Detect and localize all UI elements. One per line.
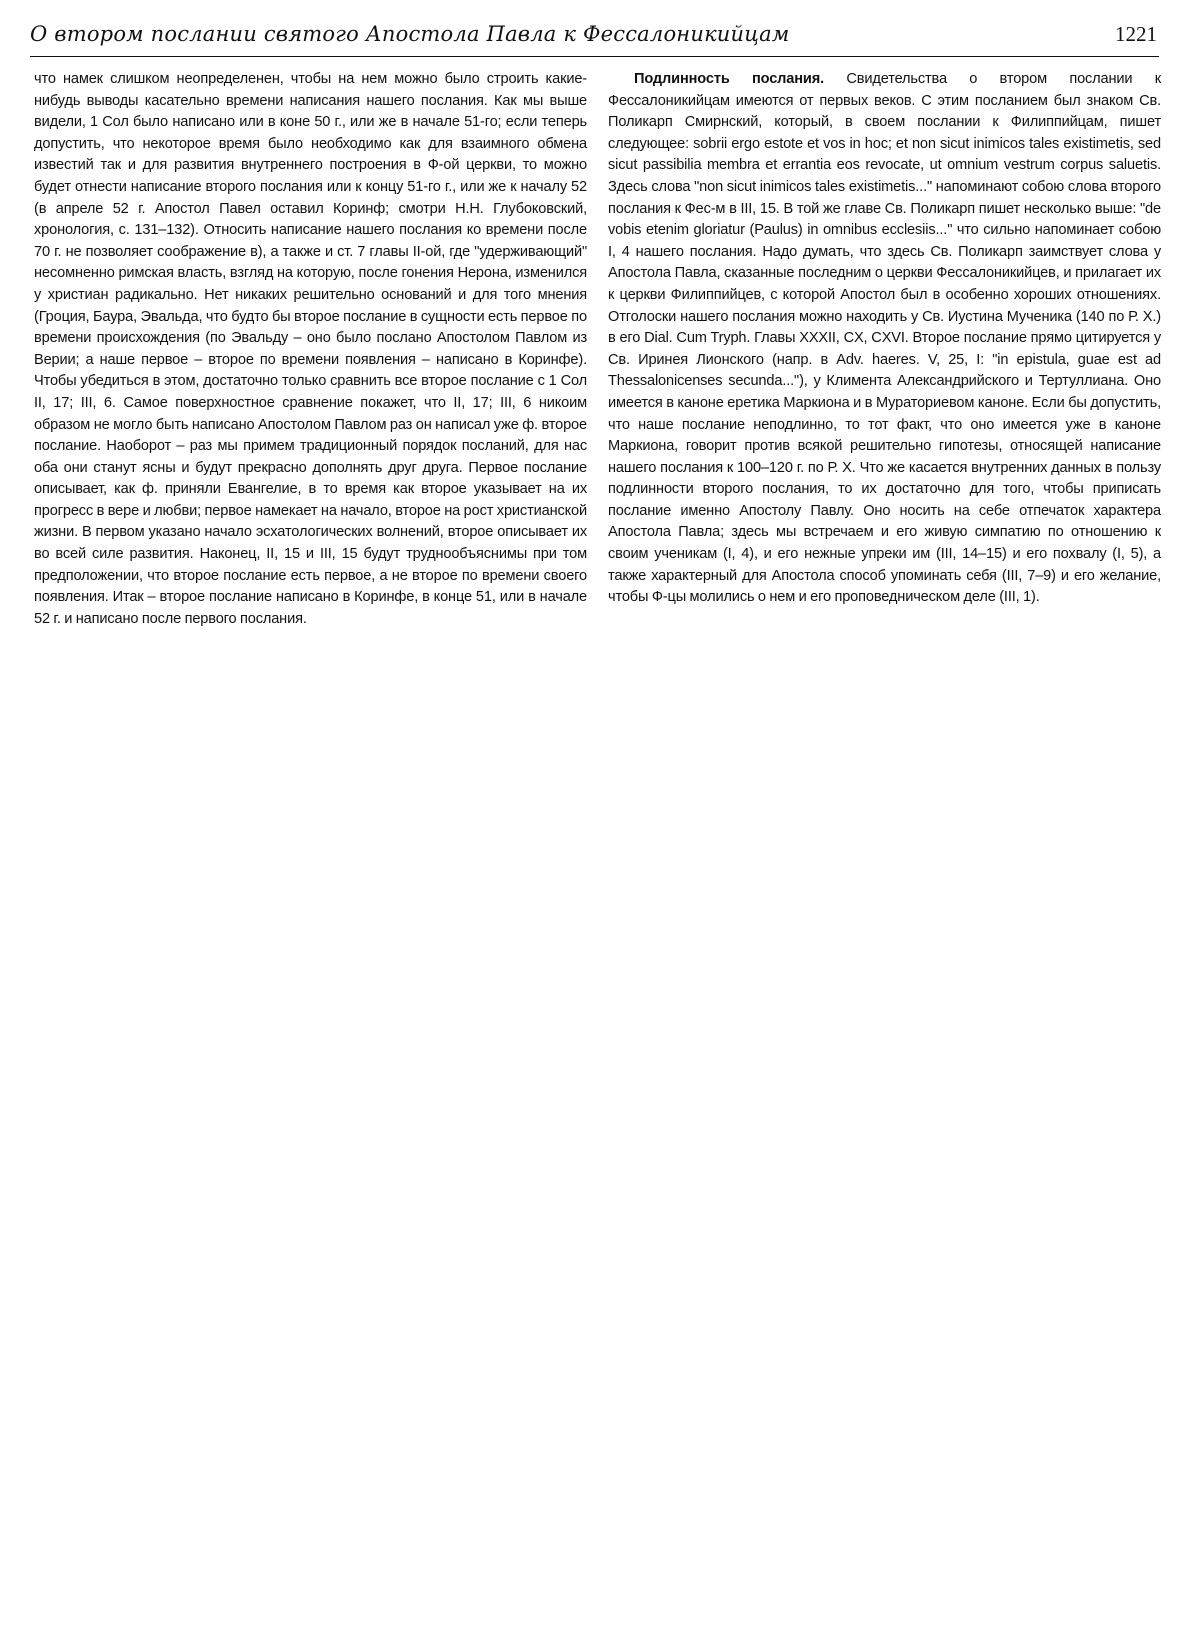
right-text-column — [608, 69, 1161, 609]
running-title: О втором послании святого Апостола Павла к Фессалоникийцам — [30, 22, 790, 46]
page-number: 1221 — [1115, 22, 1157, 46]
left-text-column — [34, 69, 587, 630]
authenticity-text: Свидетельства о втором послании к Фессалоникийцам имеются от первых веков. С этим посланием был знаком Св. Поликарп Смирнский, который, в своем послании к Филиппийцам, пишет следующее: sobrii ergo estote et vos in hoc; et non sicut inimicos tales existimetis, sed sicut passibilia membra et errantia eos revocate, ut omnium vestrum corpus saluetis. Здесь слова "non sicut inimicos tales existimetis..." напоминают собою слова второго послания к Фес-м в III, 15. В той же главе Св. Поликарп пишет несколько выше: "de vobis etenim gloriatur (Paulus) in omnibus ecclesiis..." что сильно напоминает собою I, 4 нашего послания. Надо думать, что здесь Св. Поликарп заимствует слова у Апостола Павла, сказанные последним о церкви Фессалоникийцев, и прилагает их к церкви Филиппийцев, с которой Апостол был в особенно хороших отношениях. Отголоски нашего послания можно находить у Св. Иустина Мученика (140 по Р. Х.) в его Dial. Cum Tryph. Главы XXXII, CX, CXVI. Второе послание прямо цитируется у Св. Иринея Лионского (напр. в Adv. haeres. V, 25, I: "in epistula, guae est ad Thessalonicenses secunda..."), у Климента Александрийского и Тертуллиана. Оно имеется в каноне еретика Маркиона и в Мураториевом каноне. Если бы допустить, что наше послание неподлинно, то тот факт, что оно имеется уже в каноне Маркиона, говорит против всякой решительно гипотезы, относящей написание нашего послания к 100–120 г. по Р. Х. Что же касается внутренних данных в пользу подлинности второго послания, то их достаточно для того, чтобы приписать послание именно Апостолу Павлу. Оно носить на себе отпечаток характера Апостола Павла; здесь мы встречаем и его живую симпатию по отношению к своим ученикам (I, 4), и его нежные упреки им (III, 14–15) и его похвалу (I, 5), а также характерный для Апостола способ упоминать себя (III, 7–9) и его желание, чтобы Ф-цы молились о нем и его проповедническом деле (III, 1). — [608, 71, 1161, 606]
left-column-paragraph: что намек слишком неопределенен, чтобы на нем можно было строить какие-нибудь выводы касательно времени написания нашего послания. Как мы выше видели, 1 Сол было написано или в коне 50 г., или же в начале 51-го; если теперь допустить, что некоторое время было необходимо как для взаимного обмена известий так и для развития внутреннего построения в Ф-ой церкви, то можно будет отнести написание второго послания или к концу 51-го г., или же к началу 52 (в апреле 52 г. Апостол Павел оставил Коринф; смотри Н.Н. Глубоковский, хронология, с. 131–132). Относить написание нашего послания ко времени после 70 г. не позволяет соображение в), а также и ст. 7 главы II-ой, где "удерживающий" несомненно римская власть, взгляд на которую, после гонения Нерона, изменился у христиан радикально. Нет никаких решительно оснований и для того мнения (Гроция, Баура, Эвальда, что будто бы второе послание в сущности есть первое по времени происхождения (по Эвальду – оно было послано Апостолом Павлом из Верии; а наше первое – второе по времени появления – написано в Коринфе). Чтобы убедиться в этом, достаточно только сравнить все второе послание с 1 Сол II, 17; III, 6. Самое поверхностное сравнение покажет, что II, 17; III, 6 никоим образом не могло быть написано Апостолом Павлом раз он написал уже ф. второе послание. Наоборот – раз мы примем традиционный порядок посланий, для нас оба они станут ясны и будут прекрасно дополнять друг друга. Первое послание описывает, как ф. приняли Евангелие, в то время как второе указывает на их прогресс в вере и любви; первое намекает на начало, второе на рост христианской жизни. В первом указано начало эсхатологических волнений, второе описывает их во всей силе развития. Наконец, II, 15 и III, 15 будут труднообъяснимы при том предположении, что второе послание есть первое, а не второе по времени своего появления. Итак – второе послание написано в Коринфе, в конце 51, или в начале 52 г. и написано после первого послания. — [34, 71, 587, 627]
section-heading: Подлинность послания. — [634, 71, 825, 87]
authenticity-paragraph — [608, 69, 1161, 609]
running-header — [30, 20, 1159, 57]
